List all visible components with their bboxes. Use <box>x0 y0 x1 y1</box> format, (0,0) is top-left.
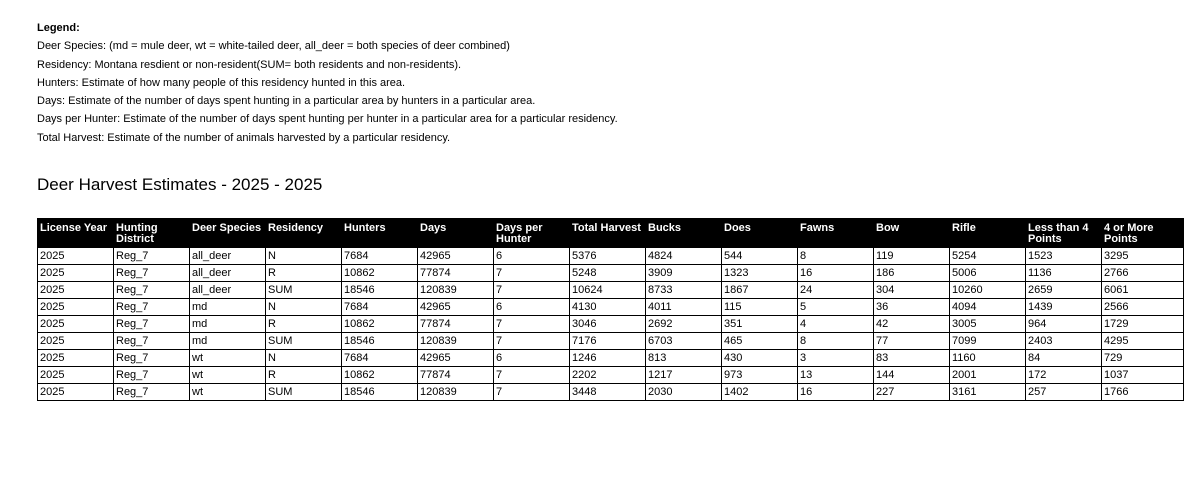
table-cell: 1323 <box>722 265 798 282</box>
table-cell: 6 <box>494 299 570 316</box>
table-cell: 7 <box>494 367 570 384</box>
table-cell: all_deer <box>190 248 266 265</box>
table-cell: wt <box>190 350 266 367</box>
table-cell: 5 <box>798 299 874 316</box>
table-cell: 42965 <box>418 248 494 265</box>
table-cell: 2025 <box>38 384 114 401</box>
table-cell: 2692 <box>646 316 722 333</box>
table-cell: SUM <box>266 282 342 299</box>
table-cell: 7684 <box>342 248 418 265</box>
table-cell: 7684 <box>342 299 418 316</box>
table-cell: 2025 <box>38 299 114 316</box>
table-cell: 1729 <box>1102 316 1184 333</box>
table-row <box>38 333 1184 350</box>
table-cell: 16 <box>798 384 874 401</box>
table-cell: 5376 <box>570 248 646 265</box>
table-cell: 77874 <box>418 265 494 282</box>
table-cell: 18546 <box>342 384 418 401</box>
table-cell: md <box>190 333 266 350</box>
table-cell: 1160 <box>950 350 1026 367</box>
table-cell: 6703 <box>646 333 722 350</box>
column-header: Bucks <box>646 219 722 248</box>
table-cell: 2001 <box>950 367 1026 384</box>
table-cell: 2659 <box>1026 282 1102 299</box>
column-header: Rifle <box>950 219 1026 248</box>
table-cell: 4094 <box>950 299 1026 316</box>
table-cell: 3 <box>798 350 874 367</box>
table-cell: 10862 <box>342 316 418 333</box>
table-row <box>38 350 1184 367</box>
table-cell: 5254 <box>950 248 1026 265</box>
table-cell: 120839 <box>418 384 494 401</box>
table-cell: 7 <box>494 316 570 333</box>
table-cell: 2025 <box>38 265 114 282</box>
table-cell: 4824 <box>646 248 722 265</box>
table-cell: 8733 <box>646 282 722 299</box>
table-cell: 42 <box>874 316 950 333</box>
legend-line-total-harvest: Total Harvest: Estimate of the number of animals harvested by a particular residency. <box>37 131 451 144</box>
table-cell: 430 <box>722 350 798 367</box>
table-cell: 83 <box>874 350 950 367</box>
table-cell: 144 <box>874 367 950 384</box>
table-cell: Reg_7 <box>114 282 190 299</box>
column-header: Deer Species <box>190 219 266 248</box>
table-cell: 4130 <box>570 299 646 316</box>
table-cell: 2025 <box>38 248 114 265</box>
table-cell: 1523 <box>1026 248 1102 265</box>
column-header: Total Harvest <box>570 219 646 248</box>
table-cell: 4 <box>798 316 874 333</box>
table-cell: 10862 <box>342 367 418 384</box>
table-cell: 304 <box>874 282 950 299</box>
table-cell: 5248 <box>570 265 646 282</box>
table-cell: 24 <box>798 282 874 299</box>
table-cell: 172 <box>1026 367 1102 384</box>
table-cell: 4011 <box>646 299 722 316</box>
table-cell: Reg_7 <box>114 248 190 265</box>
table-cell: 77 <box>874 333 950 350</box>
table-cell: 2030 <box>646 384 722 401</box>
table-cell: 3046 <box>570 316 646 333</box>
table-row <box>38 282 1184 299</box>
table-cell: 1136 <box>1026 265 1102 282</box>
column-header: 4 or More Points <box>1102 219 1184 248</box>
table-cell: 7 <box>494 333 570 350</box>
column-header: License Year <box>38 219 114 248</box>
table-cell: 2403 <box>1026 333 1102 350</box>
table-cell: 7 <box>494 265 570 282</box>
table-cell: 36 <box>874 299 950 316</box>
table-cell: 1439 <box>1026 299 1102 316</box>
table-cell: Reg_7 <box>114 299 190 316</box>
table-cell: 10260 <box>950 282 1026 299</box>
column-header: Fawns <box>798 219 874 248</box>
table-row <box>38 299 1184 316</box>
table-cell: 77874 <box>418 367 494 384</box>
table-cell: 973 <box>722 367 798 384</box>
table-cell: 2025 <box>38 350 114 367</box>
table-cell: Reg_7 <box>114 316 190 333</box>
table-cell: N <box>266 350 342 367</box>
table-cell: 8 <box>798 333 874 350</box>
table-cell: 13 <box>798 367 874 384</box>
table-cell: Reg_7 <box>114 350 190 367</box>
table-cell: 3295 <box>1102 248 1184 265</box>
table-cell: 2202 <box>570 367 646 384</box>
table-cell: N <box>266 248 342 265</box>
table-cell: Reg_7 <box>114 384 190 401</box>
table-cell: 227 <box>874 384 950 401</box>
table-cell: 2566 <box>1102 299 1184 316</box>
table-cell: 5006 <box>950 265 1026 282</box>
table-cell: 119 <box>874 248 950 265</box>
table-cell: 7 <box>494 384 570 401</box>
table-row <box>38 367 1184 384</box>
table-cell: 729 <box>1102 350 1184 367</box>
table-cell: 964 <box>1026 316 1102 333</box>
table-cell: 257 <box>1026 384 1102 401</box>
table-cell: R <box>266 316 342 333</box>
table-cell: 6 <box>494 248 570 265</box>
table-cell: N <box>266 299 342 316</box>
table-cell: 42965 <box>418 350 494 367</box>
table-cell: Reg_7 <box>114 367 190 384</box>
table-cell: 465 <box>722 333 798 350</box>
table-cell: 3161 <box>950 384 1026 401</box>
table-cell: Reg_7 <box>114 265 190 282</box>
table-cell: 4295 <box>1102 333 1184 350</box>
legend-line-residency: Residency: Montana resdient or non-resident(SUM= both residents and non-residents). <box>37 58 462 71</box>
column-header: Bow <box>874 219 950 248</box>
table-cell: 16 <box>798 265 874 282</box>
table-row <box>38 384 1184 401</box>
table-cell: wt <box>190 384 266 401</box>
table-cell: wt <box>190 367 266 384</box>
table-cell: 18546 <box>342 282 418 299</box>
table-cell: 10624 <box>570 282 646 299</box>
table-cell: 77874 <box>418 316 494 333</box>
table-cell: R <box>266 367 342 384</box>
column-header: Residency <box>266 219 342 248</box>
table-row <box>38 316 1184 333</box>
column-header: Does <box>722 219 798 248</box>
table-cell: 7684 <box>342 350 418 367</box>
table-cell: 8 <box>798 248 874 265</box>
table-cell: 2025 <box>38 282 114 299</box>
table-cell: SUM <box>266 333 342 350</box>
column-header: Hunting District <box>114 219 190 248</box>
table-cell: 6 <box>494 350 570 367</box>
table-cell: 2025 <box>38 316 114 333</box>
table-cell: 1867 <box>722 282 798 299</box>
table-cell: R <box>266 265 342 282</box>
table-cell: 42965 <box>418 299 494 316</box>
column-header: Hunters <box>342 219 418 248</box>
legend-line-days-per-hunter: Days per Hunter: Estimate of the number of days spent hunting per hunter in a particular area for a particular residency. <box>37 113 618 126</box>
table-cell: all_deer <box>190 265 266 282</box>
table-cell: 1246 <box>570 350 646 367</box>
table-cell: 351 <box>722 316 798 333</box>
column-header: Days per Hunter <box>494 219 570 248</box>
table-cell: 3909 <box>646 265 722 282</box>
legend-line-days: Days: Estimate of the number of days spent hunting in a particular area by hunters in a particular area. <box>37 95 536 108</box>
table-cell: md <box>190 299 266 316</box>
column-header: Less than 4 Points <box>1026 219 1102 248</box>
legend-line-species: Deer Species: (md = mule deer, wt = white-tailed deer, all_deer = both species of deer combined) <box>37 40 510 53</box>
table-cell: 813 <box>646 350 722 367</box>
report-title: Deer Harvest Estimates - 2025 - 2025 <box>37 175 323 194</box>
legend-title: Legend: <box>37 22 80 34</box>
table-row <box>38 248 1184 265</box>
table-cell: 3005 <box>950 316 1026 333</box>
table-cell: 2766 <box>1102 265 1184 282</box>
table-cell: 18546 <box>342 333 418 350</box>
table-cell: 7 <box>494 282 570 299</box>
table-cell: 1217 <box>646 367 722 384</box>
table-cell: 544 <box>722 248 798 265</box>
table-cell: 7099 <box>950 333 1026 350</box>
table-cell: 1402 <box>722 384 798 401</box>
table-cell: 120839 <box>418 282 494 299</box>
column-header: Days <box>418 219 494 248</box>
table-cell: SUM <box>266 384 342 401</box>
table-cell: 7176 <box>570 333 646 350</box>
header-row <box>38 219 1184 248</box>
table-cell: md <box>190 316 266 333</box>
legend-line-hunters: Hunters: Estimate of how many people of this residency hunted in this area. <box>37 76 406 89</box>
table-row <box>38 265 1184 282</box>
table-cell: 3448 <box>570 384 646 401</box>
table-body <box>38 248 1184 401</box>
legend <box>37 19 618 147</box>
table-cell: 2025 <box>38 333 114 350</box>
harvest-table <box>37 218 1184 401</box>
table-cell: 186 <box>874 265 950 282</box>
table-cell: 2025 <box>38 367 114 384</box>
table-cell: 1037 <box>1102 367 1184 384</box>
table-cell: 120839 <box>418 333 494 350</box>
table-cell: 6061 <box>1102 282 1184 299</box>
table-cell: 10862 <box>342 265 418 282</box>
table-cell: 84 <box>1026 350 1102 367</box>
table-cell: all_deer <box>190 282 266 299</box>
table-cell: Reg_7 <box>114 333 190 350</box>
table-cell: 1766 <box>1102 384 1184 401</box>
table-cell: 115 <box>722 299 798 316</box>
